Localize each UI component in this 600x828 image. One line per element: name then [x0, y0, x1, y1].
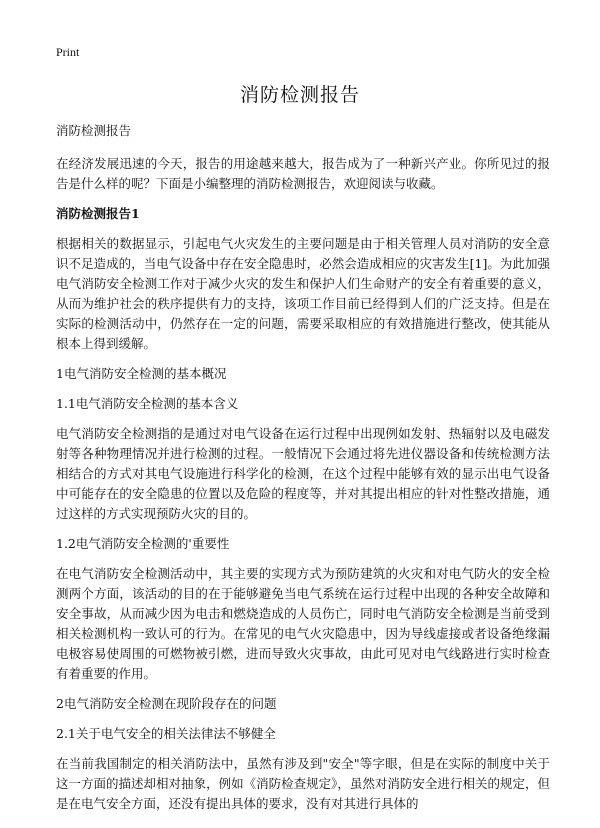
heading-1: 1电气消防安全检测的基本概况 [56, 366, 227, 381]
section-heading-report-1: 消防检测报告1 [56, 206, 140, 221]
heading-1-1: 1.1电气消防安全检测的基本含义 [56, 396, 239, 411]
paragraph-1-2: 在电气消防安全检测活动中，其主要的实现方式为预防建筑的火灾和对电气防火的安全检测两个方面，该活动的目的在于能够避免当电气系统在运行过程中出现的各种安全故障和安全事故，从而减少因为电击和燃烧造成的人员伤亡，同时电气消防安全检测是当前受到相关检测机构一致认可的行为。在常见的电气火灾隐患中，因为导线虚接或者设备绝缘漏电极容易使周围的可燃物被引燃，进而导致火灾事故，由此可见对电气线路进行实时检查有着重要的作用。 [56, 566, 550, 681]
paragraph-2-1: 在当前我国制定的相关消防法中，虽然有涉及到"安全"等字眼，但是在实际的制度中关于这一方面的描述却相对抽象，例如《消防检查规定》，虽然对消防安全进行相关的规定，但是在电气安全方面，还没有提出具体的要求，没有对其进行具体的 [56, 756, 550, 811]
document-body [56, 121, 550, 824]
print-link[interactable]: Print [56, 45, 80, 59]
heading-2: 2电气消防安全检测在现阶段存在的问题 [56, 696, 277, 711]
paragraph-1-1: 电气消防安全检测指的是通过对电气设备在运行过程中出现例如发射、热辐射以及电磁发射等各种物理情况并进行检测的过程。一般情况下会通过将先进仪器设备和传统检测方法相结合的方式对其电气设施进行科学化的检测，在这个过程中能够有效的显示出电气设备中可能存在的安全隐患的位置以及危险的程度等，并对其提出相应的针对性整改措施，通过这样的方式实现预防火灾的目的。 [56, 426, 550, 521]
page-title: 消防检测报告 [239, 84, 360, 106]
heading-1-2: 1.2电气消防安全检测的'重要性 [56, 536, 230, 551]
heading-2-1: 2.1关于电气安全的相关法律法不够健全 [56, 726, 276, 741]
document-subtitle: 消防检测报告 [56, 123, 132, 138]
intro-paragraph: 在经济发展迅速的今天，报告的用途越来越大，报告成为了一种新兴产业。你所见过的报告是什么样的呢？下面是小编整理的消防检测报告，欢迎阅读与收藏。 [56, 156, 550, 191]
section1-paragraph: 根据相关的数据显示，引起电气火灾发生的主要问题是由于相关管理人员对消防的安全意识不足造成的，当电气设备中存在安全隐患时，必然会造成相应的灾害发生[1]。为此加强电气消防安全检测工作对于减少火灾的发生和保护人们生命财产的安全有着重要的意义，从而为维护社会的秩序提供有力的支持，该项工作目前已经得到人们的广泛支持。但是在实际的检测活动中，仍然存在一定的问题，需要采取相应的有效措施进行整改，使其能从根本上得到缓解。 [56, 236, 550, 351]
